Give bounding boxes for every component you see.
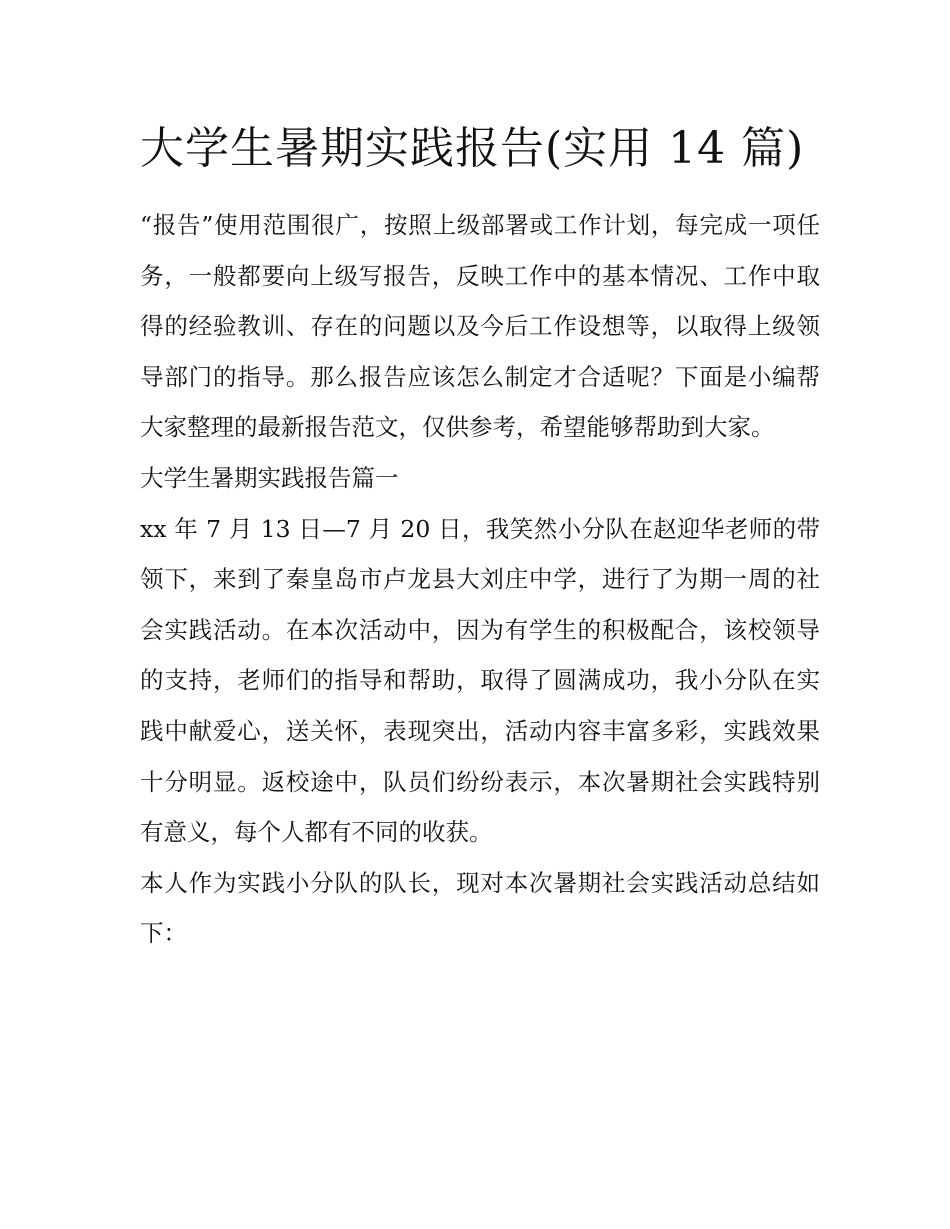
intro-paragraph: “报告”使用范围很广，按照上级部署或工作计划，每完成一项任务，一般都要向上级写报告，反映工作中的基本情况、工作中取得的经验教训、存在的问题以及今后工作设想等，以取得上级领导部门的指导。那么报告应该怎么制定才合适呢？下面是小编帮大家整理的最新报告范文，仅供参考，希望能够帮助到大家。 bbox=[140, 211, 820, 442]
section-heading: 大学生暑期实践报告篇一 bbox=[140, 463, 399, 492]
document-title: 大学生暑期实践报告(实用 14 篇) bbox=[140, 123, 805, 174]
body-paragraph-2: 本人作为实践小分队的队长，现对本次暑期社会实践活动总结如下： bbox=[140, 868, 820, 948]
body-paragraph-1: xx 年 7 月 13 日—7 月 20 日，我笑然小分队在赵迎华老师的带领下，来到了秦皇岛市卢龙县大刘庄中学，进行了为期一周的社会实践活动。在本次活动中，因为有学生的积极配合，该校领导的支持，老师们的指导和帮助，取得了圆满成功，我小分队在实践中献爱心，送关怀，表现突出，活动内容丰富多彩，实践效果十分明显。返校途中，队员们纷纷表示，本次暑期社会实践特别有意义，每个人都有不同的收获。 bbox=[140, 514, 820, 847]
document-body bbox=[140, 112, 820, 959]
